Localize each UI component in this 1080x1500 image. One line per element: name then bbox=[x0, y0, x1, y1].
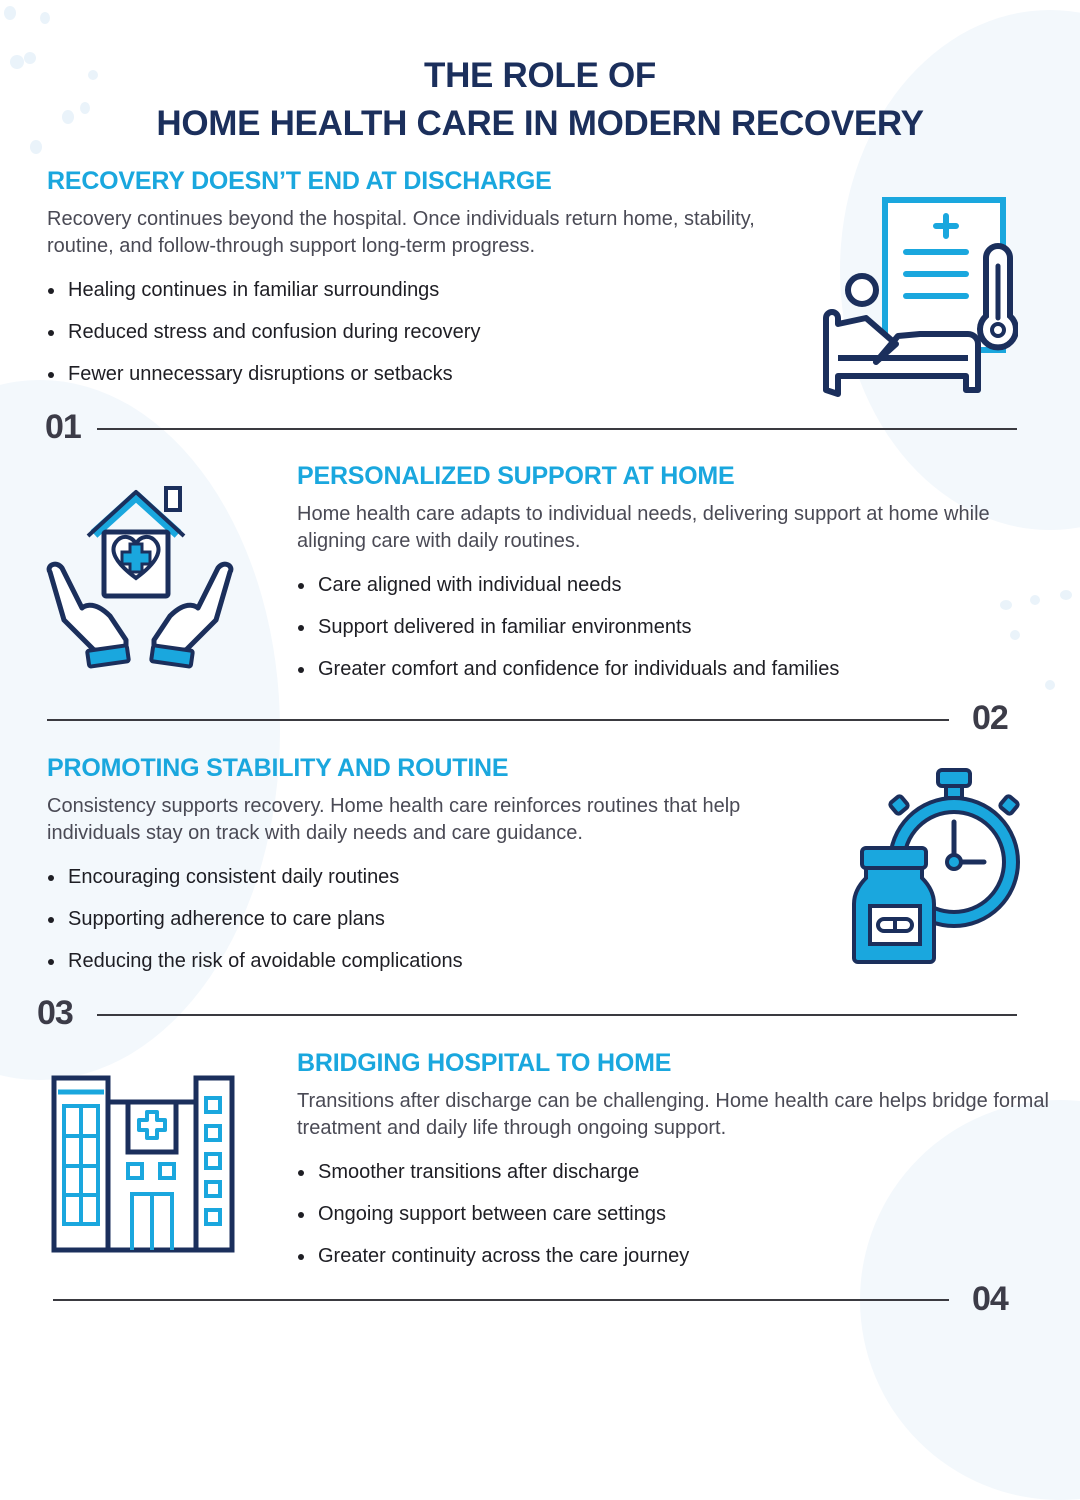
bullet-list bbox=[297, 1160, 1057, 1268]
section-divider bbox=[53, 1299, 949, 1301]
bullet-list bbox=[47, 865, 827, 973]
section-heading: PERSONALIZED SUPPORT AT HOME bbox=[297, 462, 735, 490]
hands-holding-home-heart-icon bbox=[44, 474, 244, 674]
section-number: 03 bbox=[37, 994, 73, 1032]
section-divider bbox=[47, 719, 949, 721]
list-item: Greater comfort and confidence for individuals and families bbox=[297, 657, 1037, 681]
section-heading: PROMOTING STABILITY AND ROUTINE bbox=[47, 754, 509, 782]
bullet-list bbox=[297, 573, 1037, 681]
page-title bbox=[0, 52, 1080, 148]
hospital-building-icon bbox=[50, 1074, 236, 1256]
section-description: Recovery continues beyond the hospital. Once individuals return home, stability, routine, and follow-through support long-term progress. bbox=[47, 208, 755, 257]
section-heading: RECOVERY DOESN’T END AT DISCHARGE bbox=[47, 167, 552, 195]
section-divider bbox=[97, 1014, 1017, 1016]
decorative-dot bbox=[4, 6, 16, 20]
list-item: Greater continuity across the care journey bbox=[297, 1244, 1057, 1268]
bullet-list bbox=[47, 278, 827, 386]
patient-bed-chart-thermometer-icon bbox=[818, 194, 1018, 398]
list-item: Support delivered in familiar environments bbox=[297, 615, 1037, 639]
section-number: 04 bbox=[972, 1280, 1008, 1318]
list-item: Healing continues in familiar surroundings bbox=[47, 278, 827, 302]
section-recovery-discharge bbox=[47, 166, 827, 404]
section-heading: BRIDGING HOSPITAL TO HOME bbox=[297, 1049, 672, 1077]
section-personalized-support bbox=[297, 461, 1037, 699]
section-number: 02 bbox=[972, 699, 1008, 737]
title-line-1: THE ROLE OF bbox=[424, 56, 656, 95]
decorative-dot bbox=[1060, 590, 1072, 600]
list-item: Reducing the risk of avoidable complications bbox=[47, 949, 827, 973]
list-item: Smoother transitions after discharge bbox=[297, 1160, 1057, 1184]
stopwatch-medicine-bottle-icon bbox=[848, 766, 1022, 966]
list-item: Ongoing support between care settings bbox=[297, 1202, 1057, 1226]
list-item: Encouraging consistent daily routines bbox=[47, 865, 827, 889]
title-line-2: HOME HEALTH CARE IN MODERN RECOVERY bbox=[156, 104, 924, 143]
list-item: Reduced stress and confusion during recovery bbox=[47, 320, 827, 344]
decorative-dot bbox=[40, 12, 50, 24]
section-description: Consistency supports recovery. Home health care reinforces routines that help individuals stay on track with daily needs and care guidance. bbox=[47, 795, 741, 844]
decorative-dot bbox=[1045, 680, 1055, 690]
section-description: Home health care adapts to individual needs, delivering support at home while aligning care with daily routines. bbox=[297, 503, 990, 552]
list-item: Care aligned with individual needs bbox=[297, 573, 1037, 597]
list-item: Fewer unnecessary disruptions or setbacks bbox=[47, 362, 827, 386]
section-stability-routine bbox=[47, 753, 827, 991]
list-item: Supporting adherence to care plans bbox=[47, 907, 827, 931]
section-divider bbox=[97, 428, 1017, 430]
section-description: Transitions after discharge can be challenging. Home health care helps bridge formal treatment and daily life through ongoing support. bbox=[297, 1090, 1049, 1139]
section-bridging-hospital-home bbox=[297, 1048, 1057, 1286]
section-number: 01 bbox=[45, 408, 81, 446]
